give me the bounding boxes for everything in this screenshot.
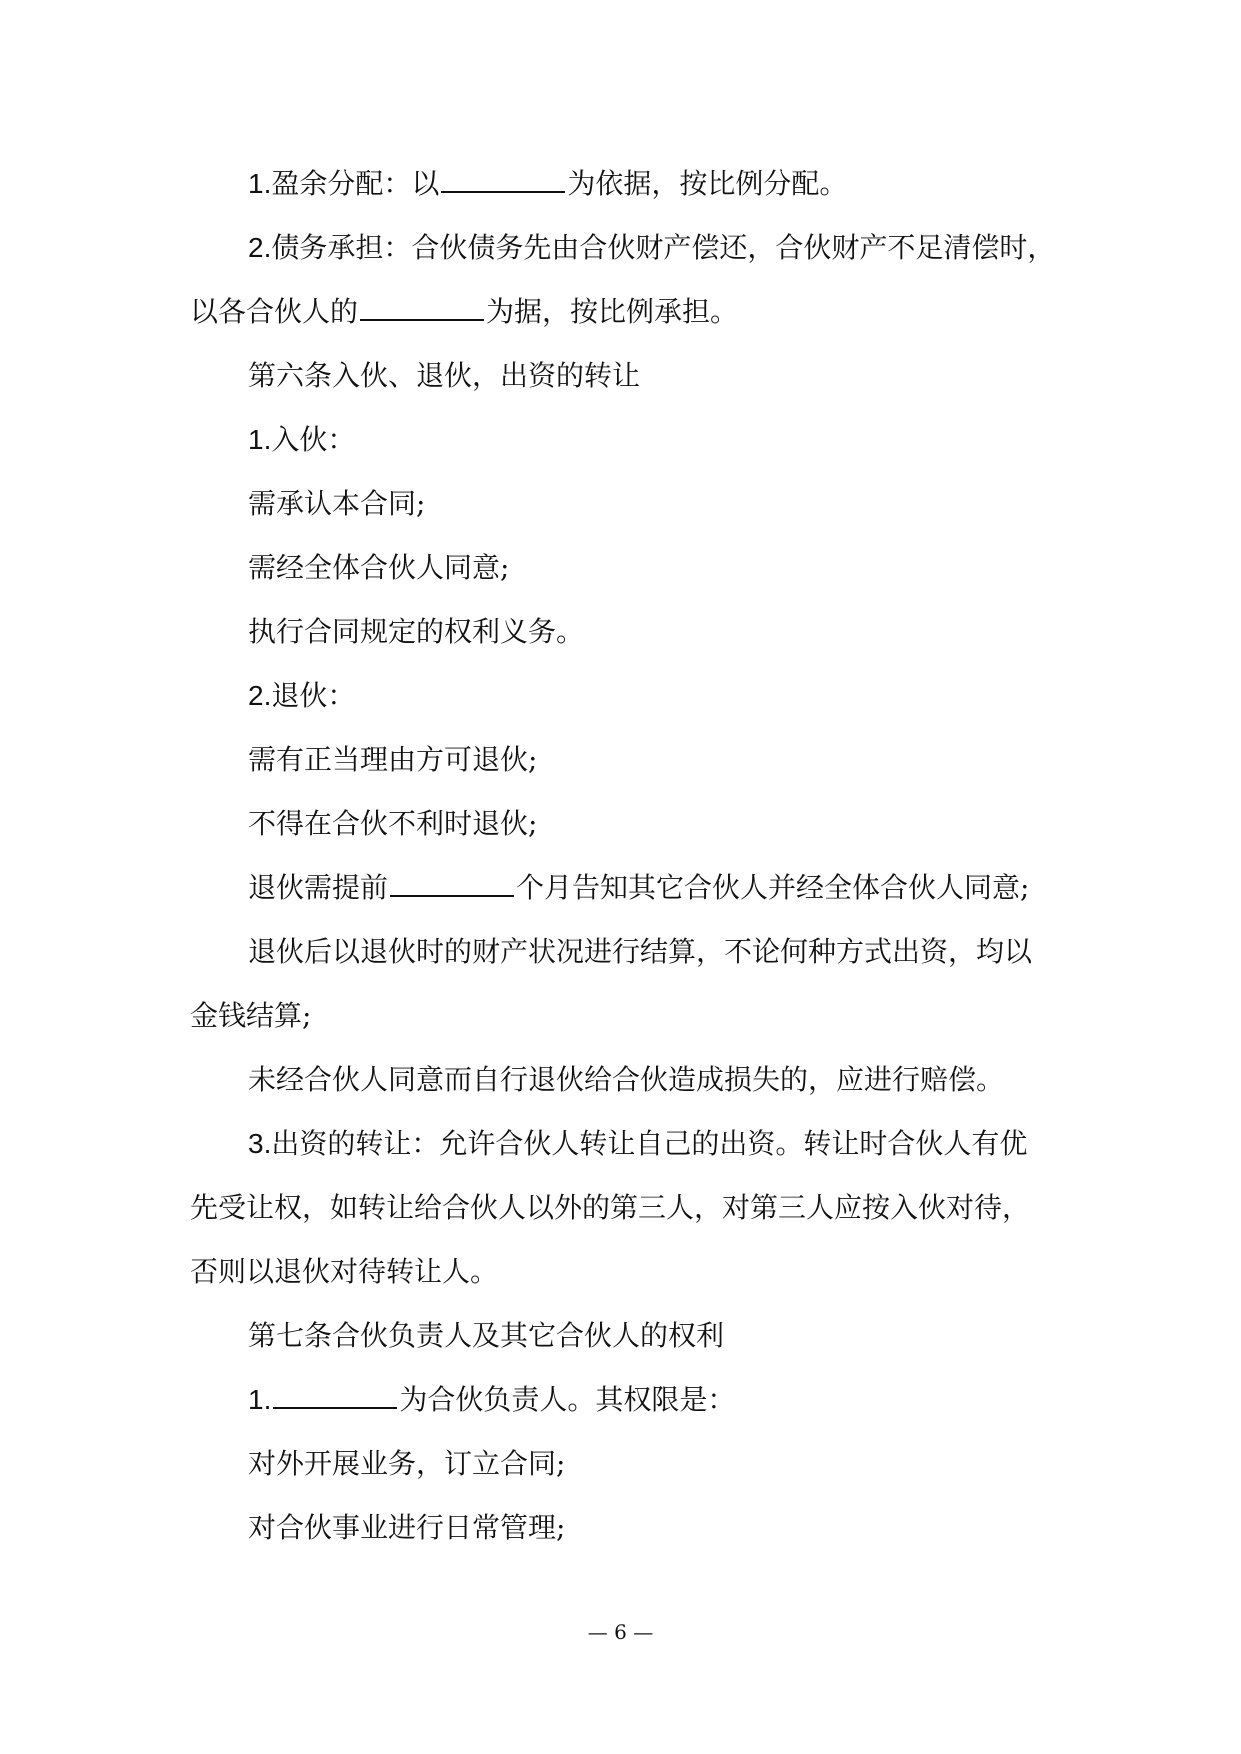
page-number: — 6 — (587, 1620, 654, 1644)
item-number: 2. (248, 680, 272, 711)
paragraph (190, 1368, 1050, 1432)
paragraph-text: 盈余分配：以 (271, 167, 440, 200)
document-body (190, 152, 1056, 1560)
paragraph-text: 债务承担：合伙债务先由合伙财产偿还，合伙财产不足清偿时， (271, 231, 1056, 264)
paragraph (190, 408, 1050, 472)
paragraph-text: 为合伙负责人。其权限是： (399, 1383, 736, 1416)
section-heading: 第七条合伙负责人及其它合伙人的权利 (248, 1319, 725, 1352)
paragraph-continuation: 先受让权，如转让给合伙人以外的第三人，对第三人应按入伙对待， (190, 1191, 1031, 1224)
item-number: 1. (248, 424, 272, 455)
paragraph-continuation: 否则以退伙对待转让人。 (190, 1255, 499, 1288)
fill-blank (441, 169, 565, 193)
paragraph: 对外开展业务，订立合同; (248, 1447, 566, 1480)
paragraph (190, 216, 1056, 280)
fill-blank (390, 873, 514, 897)
item-number: 1. (248, 1384, 272, 1415)
paragraph-text: 退伙： (271, 679, 356, 712)
paragraph-text: 退伙需提前 (248, 871, 389, 904)
paragraph: 需承认本合同; (248, 487, 426, 520)
paragraph-continuation: 金钱结算; (190, 999, 312, 1032)
paragraph: 退伙后以退伙时的财产状况进行结算，不论何种方式出资，均以 (248, 935, 1033, 968)
paragraph: 需有正当理由方可退伙; (248, 743, 538, 776)
item-number: 2. (248, 232, 272, 263)
paragraph-text: 为依据，按比例分配。 (567, 167, 848, 200)
paragraph: 需经全体合伙人同意; (248, 551, 510, 584)
paragraph: 对合伙事业进行日常管理; (248, 1511, 566, 1544)
paragraph-continuation (190, 280, 1050, 344)
paragraph: 不得在合伙不利时退伙; (248, 807, 538, 840)
paragraph (190, 1112, 1050, 1176)
paragraph: 执行合同规定的权利义务。 (248, 615, 585, 648)
item-number: 1. (248, 168, 272, 199)
fill-blank (360, 297, 484, 321)
paragraph-text: 以各合伙人的 (190, 295, 359, 328)
paragraph-text: 个月告知其它合伙人并经全体合伙人同意; (516, 871, 1030, 904)
paragraph: 未经合伙人同意而自行退伙给合伙造成损失的，应进行赔偿。 (248, 1063, 1005, 1096)
paragraph (190, 664, 1050, 728)
paragraph-text: 为据，按比例承担。 (486, 295, 739, 328)
paragraph (190, 152, 1050, 216)
paragraph-text: 入伙： (271, 423, 356, 456)
item-number: 3. (248, 1128, 272, 1159)
paragraph-text: 出资的转让：允许合伙人转让自己的出资。转让时合伙人有优 (271, 1127, 1028, 1160)
section-heading: 第六条入伙、退伙，出资的转让 (248, 359, 641, 392)
fill-blank (273, 1385, 397, 1409)
paragraph (190, 856, 1050, 920)
